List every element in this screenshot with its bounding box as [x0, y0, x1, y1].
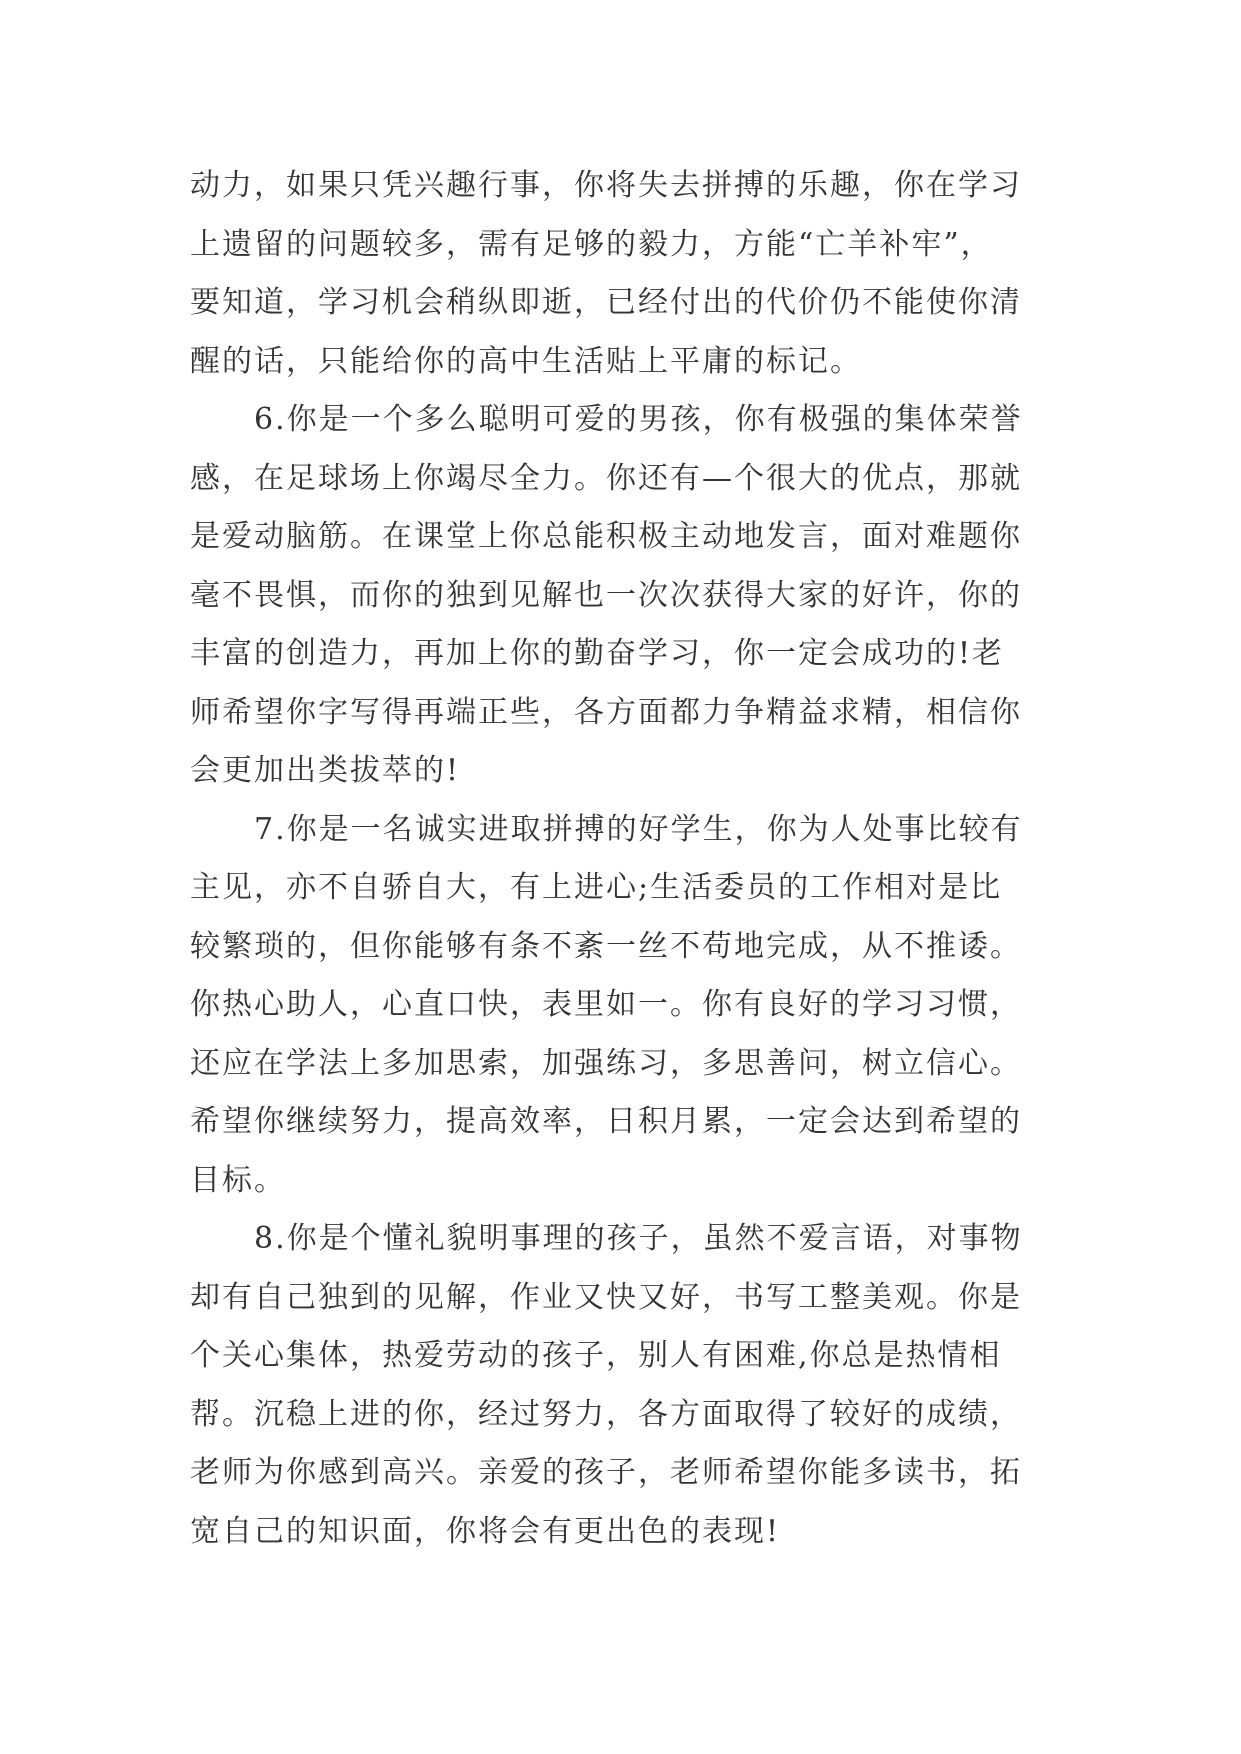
text-line: 上遗留的问题较多，需有足够的毅力，方能“亡羊补牢”， — [190, 226, 993, 262]
text-line: 是爱动脑筋。在课堂上你总能积极主动地发言，面对难题你 — [190, 519, 1022, 554]
text-line: 却有自己独到的见解，作业又快又好，书写工整美观。你是 — [190, 1279, 1022, 1315]
text-line: 希望你继续努力，提高效率，日积月累，一定会达到希望的 — [190, 1104, 1022, 1139]
text-line: 主见，亦不自骄自大，有上进心;生活委员的工作相对是比 — [190, 870, 1003, 905]
text-line: 会更加出类拔萃的! — [190, 753, 461, 788]
text-line: 要知道，学习机会稍纵即逝，已经付出的代价仍不能使你清 — [190, 285, 1022, 320]
text-line: 毫不畏惧，而你的独到见解也一次次获得大家的好许，你的 — [190, 577, 1022, 613]
text-line: 老师为你感到高兴。亲爱的孩子，老师希望你能多读书，拓 — [190, 1455, 1022, 1490]
text-line: 丰富的创造力，再加上你的勤奋学习，你一定会成功的!老 — [190, 636, 1005, 671]
paragraph-6-first-line: 6.你是一个多么聪明可爱的男孩，你有极强的集体荣誉 — [254, 402, 1023, 437]
text-line: 还应在学法上多加思索，加强练习，多思善问，树立信心。 — [190, 1045, 1022, 1081]
text-line: 宽自己的知识面，你将会有更出色的表现! — [190, 1513, 781, 1549]
text-line: 师希望你字写得再端正些，各方面都力争精益求精，相信你 — [190, 694, 1022, 730]
text-line: 醒的话，只能给你的高中生活贴上平庸的标记。 — [190, 343, 862, 379]
paragraph-7-first-line: 7.你是一名诚实进取拼搏的好学生，你为人处事比较有 — [254, 811, 1023, 847]
text-line: 你热心助人，心直口快，表里如一。你有良好的学习习惯， — [190, 987, 1022, 1022]
text-line: 动力，如果只凭兴趣行事，你将失去拼搏的乐趣，你在学习 — [190, 168, 1022, 203]
text-line: 目标。 — [190, 1162, 286, 1198]
paragraph-8-first-line: 8.你是个懂礼貌明事理的孩子，虽然不爱言语，对事物 — [254, 1221, 1023, 1256]
text-line: 个关心集体，热爱劳动的孩子，别人有困难,你总是热情相 — [190, 1338, 1002, 1373]
text-line: 帮。沉稳上进的你，经过努力，各方面取得了较好的成绩， — [190, 1396, 1022, 1432]
document-body — [190, 157, 1062, 1561]
text-line: 较繁琐的，但你能够有条不紊一丝不苟地完成，从不推诿。 — [190, 928, 1022, 964]
text-line: 感，在足球场上你竭尽全力。你还有—个很大的优点，那就 — [190, 460, 1022, 496]
